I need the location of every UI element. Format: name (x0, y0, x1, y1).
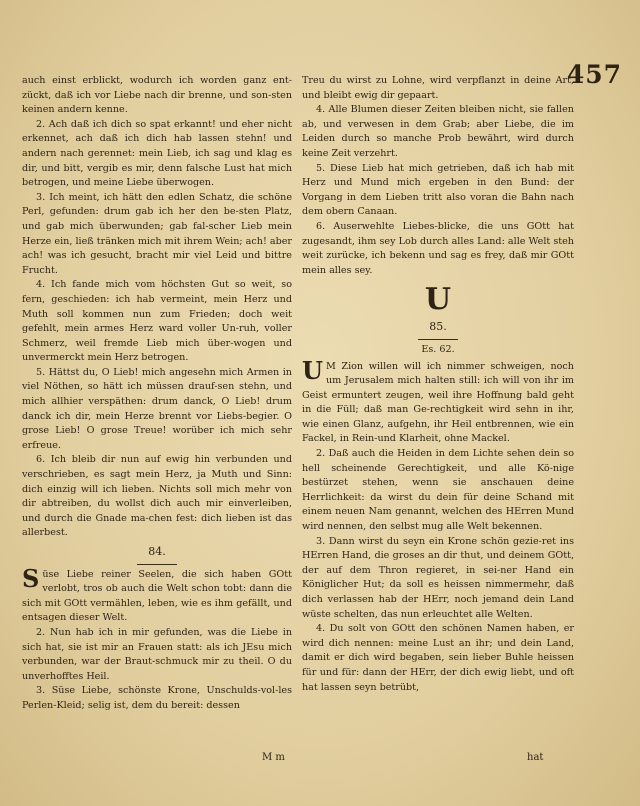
page-number: 457 (566, 60, 622, 89)
section-letter: U (424, 282, 452, 318)
verse: 3. Süse Liebe, schönste Krone, Unschulds-vol-les Perlen-Kleid; selig ist, dem du bereit: dessen (22, 685, 292, 711)
left-text-column (22, 74, 292, 714)
hymn-number: 84. (148, 545, 166, 558)
verse: 4. Du solt von GOtt den schönen Namen haben, er wird dich nennen: meine Lust an ihr; und dein Land, damit er dich wird begaben, sein lieber Buhle heissen für und für: dann der HErr, der dich ewig liebt, und oft hat lassen seyn betrübt, (302, 623, 574, 693)
drop-cap: U (302, 355, 323, 385)
hymn-number: 85. (429, 320, 447, 334)
hymn-first-verse (302, 355, 574, 448)
verse: 6. Ich bleib dir nun auf ewig hin verbunden und verschrieben, es sagt mein Herz, ja Muth und Sinn: dich einzig will ich lieben. Nichts soll mich mehr von dir abtreiben, du wollst dich auch mir einverleiben, und durch die Gnade ma-chen fest: dich lieben ist das allerbest. (22, 454, 292, 539)
verse: 4. Alle Blumen dieser Zeiten bleiben nicht, sie fallen ab, und verwesen in dem Grab; aber Liebe, die im Leiden durch so manche Prob bewährt, wird durch keine Zeit verzehrt. (302, 104, 574, 159)
verse-continuation: auch einst erblickt, wodurch ich worden ganz ent-zückt, daß ich vor Liebe nach dir brenne, und son-sten keinen andern kenne. (22, 75, 292, 116)
verse: 3. Ich meint, ich hätt den edlen Schatz, die schöne Perl, gefunden: drum gab ich her den be-sten Platz, und gab mich überwunden; gab fal-scher Lieb mein Herze ein, ließ tränken mich mit ihrem Wein; ach! aber ach! was ich gesucht, bracht mir viel Leid und bittre Frucht. (22, 191, 292, 276)
right-text-column (302, 74, 574, 695)
verse: 4. Ich fande mich vom höchsten Gut so weit, so fern, geschieden: ich hab vermeint, mein Herz und Muth soll kommen nun zum Frieden; doch weit gefehlt, mein armes Herz ward voller Un-ruh, voller Schmerz, weil fremde Lieb mich über-wogen und unvermerckt mein Herz betrogen. (22, 279, 292, 364)
verse: 3. Dann wirst du seyn ein Krone schön gezie-ret ins HErren Hand, die groses an dir thut, und deinem GOtt, der auf dem Thron regieret, in sei-ner Hand ein Königlicher Hut; da soll es heissen nimmermehr, daß dich verlassen hab der HErr, noch jemand dein Land wüste schelten, das nun erleuchtet alle Welten. (302, 535, 574, 620)
catchword: hat (527, 752, 544, 763)
hymn-first-verse (22, 563, 292, 626)
verse-text: üse Liebe reiner Seelen, die sich haben GOtt verlobt, tros ob auch die Welt schon tobt: dann die sich mit GOtt vermählen, leben, wie es ihm gefällt, und entsagen dieser Welt. (22, 568, 292, 624)
verse: 6. Auserwehlte Liebes-blicke, die uns GOtt hat zugesandt, ihm sey Lob durch alles Land: alle Welt steh weit zurücke, ich bekenn und sag es frey, daß mir GOtt mein alles sey. (302, 220, 574, 276)
verse-text: M Zion willen will ich nimmer schweigen, noch um Jerusalem mich halten still: ich will von ihr im Geist ermuntert zeugen, weil ihre Hoffnung bald geht in die Füll; daß man Ge-rechtigkeit wird sehn in ihr, wie einen Glanz, aufgehn, ihr Heil entbrennen, wie ein Fackel, in Rein-und Klarheit, ohne Mackel. (302, 360, 574, 445)
catchword-signature: M m (262, 752, 285, 763)
tune-reference: Es. 62. (421, 343, 455, 355)
verse: 2. Daß auch die Heiden in dem Lichte sehen dein so hell scheinende Gerechtigkeit, und alle Kö-nige bestürzet stehen, wenn sie anschauen deine Herrlichkeit: da wirst du dein für deine Schand mit einem neuen Nam genannt, welchen des HErren Mund wird nennen, den selbst mug alle Welt bekennen. (302, 448, 574, 533)
verse: 5. Diese Lieb hat mich getrieben, daß ich hab mit Herz und Mund mich ergeben in den Bund: der Vorgang in dem Lieben tritt also voran die Bahn nach dem obern Canaan. (302, 162, 574, 218)
verse-continuation: Treu du wirst zu Lohne, wird verpflanzt in deine Art, und bleibt ewig dir gepaart. (302, 75, 574, 101)
verse: 2. Nun hab ich in mir gefunden, was die Liebe in sich hat, sie ist mir an Frauen statt: als ich JEsu mich verbunden, war der Braut-schmuck mir zu theil. O du unverhofftes Heil. (22, 626, 292, 682)
verse: 5. Hättst du, O Lieb! mich angesehn mich Armen in viel Nöthen, so hätt ich müssen drauf-sen stehn, und mich allhier verspäthen: drum danck, O Lieb! drum danck ich dir, mein Herze brennt vor Liebs-begier. O grose Lieb! O grose Treue! worüber ich mich sehr erfreue. (22, 366, 292, 451)
drop-cap: S (22, 563, 40, 593)
verse: 2. Ach daß ich dich so spat erkannt! und eher nicht erkennet, ach daß ich dich hab lassen stehn! und andern nach gerennet: mein Lieb, ich sag und klag es dir, und bitt, vergib es mir, denn falsche Lust hat mich betrogen, und meine Liebe überwogen. (22, 118, 292, 189)
